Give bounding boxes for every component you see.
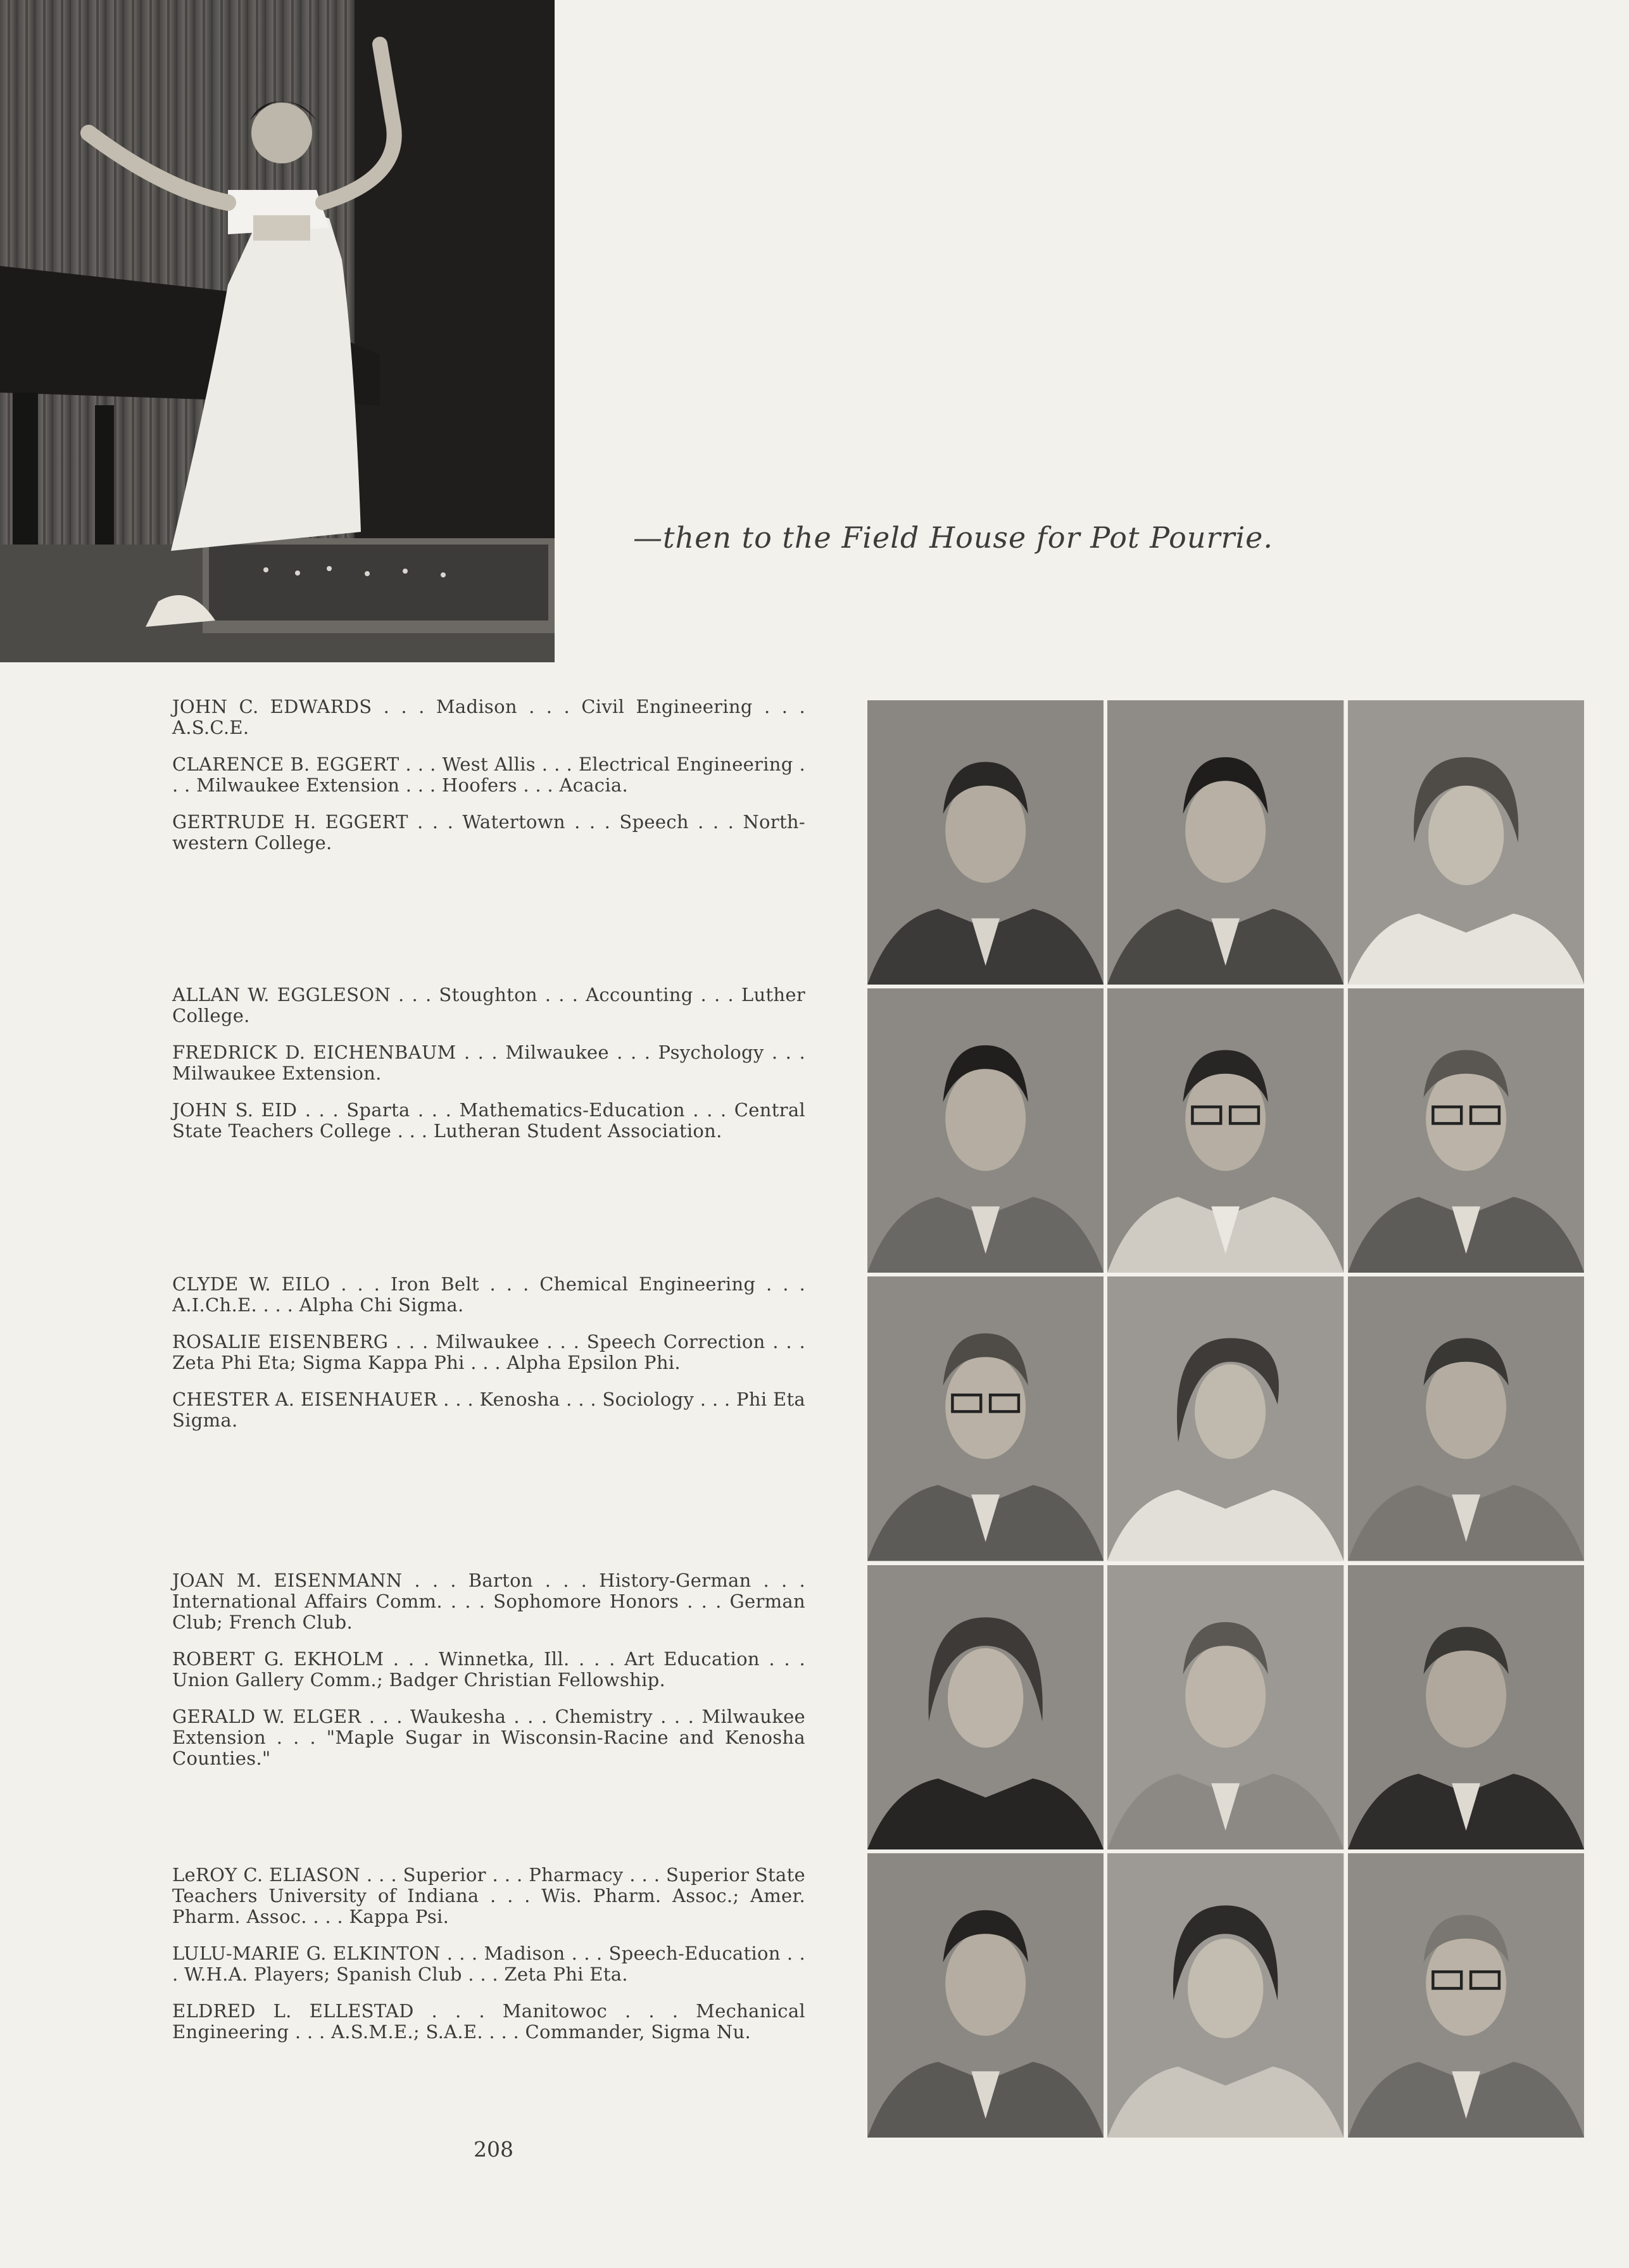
portrait-photo: [867, 1853, 1104, 2138]
student-entry: JOHN S. EID . . . Sparta . . . Mathematics-Education . . . Central State Teachers College . . . Lutheran Student Association.: [172, 1099, 805, 1142]
entry-group-2: [172, 985, 805, 1157]
student-entry: GERALD W. ELGER . . . Waukesha . . . Chemistry . . . Milwaukee Extension . . . "Maple Sugar in Wisconsin-Racine and Kenosha Counties.": [172, 1706, 805, 1769]
entry-group-4: [172, 1570, 805, 1785]
portrait-photo: [1107, 1853, 1343, 2138]
student-entry: CLYDE W. EILO . . . Iron Belt . . . Chemical Engineering . . . A.I.Ch.E. . . . Alpha Chi Sigma.: [172, 1273, 805, 1316]
student-entry: LeROY C. ELIASON . . . Superior . . . Pharmacy . . . Superior State Teachers University of Indiana . . . Wis. Pharm. Assoc.; Amer. Pharm. Assoc. . . . Kappa Psi.: [172, 1864, 805, 1927]
portrait-photo: [1107, 700, 1343, 985]
student-entry: JOAN M. EISENMANN . . . Barton . . . History-German . . . International Affairs Comm. . . . Sophomore Honors . . . German Club; French Club.: [172, 1570, 805, 1633]
student-entry: ROBERT G. EKHOLM . . . Winnetka, Ill. . . . Art Education . . . Union Gallery Comm.; Badger Christian Fellowship.: [172, 1648, 805, 1691]
student-entry: LULU-MARIE G. ELKINTON . . . Madison . . . Speech-Education . . . W.H.A. Players; Spanish Club . . . Zeta Phi Eta.: [172, 1943, 805, 1985]
portrait-photo: [867, 1276, 1104, 1561]
portrait-photo: [867, 700, 1104, 985]
entry-group-5: [172, 1865, 805, 2058]
portrait-photo: [1348, 1565, 1584, 1849]
portrait-photo: [1107, 1565, 1343, 1849]
stage-dancer-photo: [0, 0, 555, 662]
portrait-photo: [867, 1565, 1104, 1849]
portrait-photo: [1348, 700, 1584, 985]
student-entry: ROSALIE EISENBERG . . . Milwaukee . . . Speech Correction . . . Zeta Phi Eta; Sigma Kappa Phi . . . Alpha Epsilon Phi.: [172, 1331, 805, 1373]
student-entry: FREDRICK D. EICHENBAUM . . . Milwaukee . . . Psychology . . . Milwaukee Extension.: [172, 1042, 805, 1084]
portrait-photo: [1348, 1276, 1584, 1561]
student-entry: ALLAN W. EGGLESON . . . Stoughton . . . Accounting . . . Luther College.: [172, 984, 805, 1026]
photo-caption: —then to the Field House for Pot Pourrie.: [633, 520, 1274, 555]
student-entry: JOHN C. EDWARDS . . . Madison . . . Civil Engineering . . . A.S.C.E.: [172, 696, 805, 738]
student-entry: CLARENCE B. EGGERT . . . West Allis . . . Electrical Engineering . . . Milwaukee Extension . . . Hoofers . . . Acacia.: [172, 753, 805, 796]
portrait-photo: [1107, 1276, 1343, 1561]
student-entry: ELDRED L. ELLESTAD . . . Manitowoc . . . Mechanical Engineering . . . A.S.M.E.; S.A.E. . . . Commander, Sigma Nu.: [172, 2000, 805, 2043]
entry-group-3: [172, 1274, 805, 1447]
portrait-photo: [1348, 1853, 1584, 2138]
student-entry: GERTRUDE H. EGGERT . . . Watertown . . . Speech . . . North-western College.: [172, 811, 805, 854]
portrait-photo: [1348, 988, 1584, 1273]
page-number: 208: [474, 2137, 513, 2162]
portrait-photo: [1107, 988, 1343, 1273]
entry-group-1: [172, 696, 805, 869]
portrait-photo: [867, 988, 1104, 1273]
student-entry: CHESTER A. EISENHAUER . . . Kenosha . . . Sociology . . . Phi Eta Sigma.: [172, 1389, 805, 1431]
portrait-grid: [867, 700, 1584, 2138]
